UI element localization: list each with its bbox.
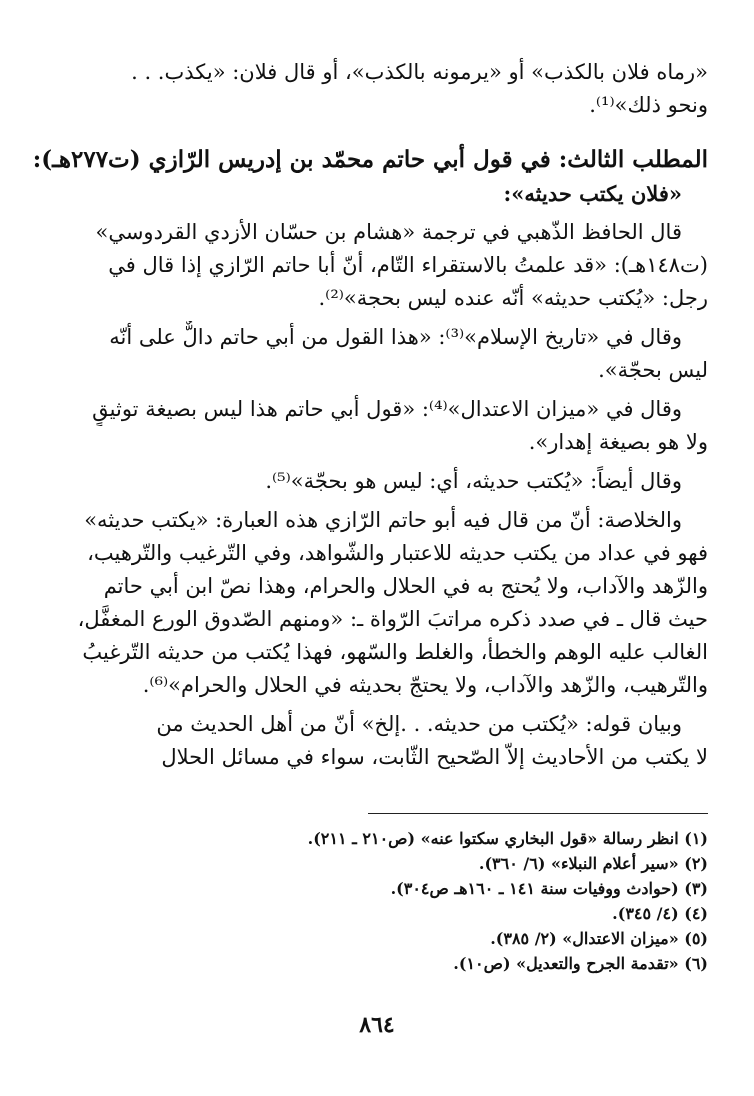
text-line: ولا هو بصيغة إهدار». xyxy=(528,430,708,454)
text-line: رجل: «يُكتب حديثه» أنّه عنده ليس بحجة»⁽²⁾. xyxy=(318,286,708,310)
intro-line-2: ونحو ذلك»⁽¹⁾. xyxy=(589,93,708,117)
footnote-6: (٦) «تقدمة الجرح والتعديل» (ص١٠). xyxy=(453,954,708,973)
text-line: (ت١٤٨هـ): «قد علمتُ بالاستقراء التّام، أنّ أبا حاتم الرّازي إذا قال في xyxy=(108,253,708,277)
paragraph-khulasa xyxy=(60,504,708,702)
footnote-2: (٢) «سير أعلام النبلاء» (٦/ ٣٦٠). xyxy=(478,854,708,873)
text-line: وقال في «تاريخ الإسلام»⁽³⁾: «هذا القول من أبي حاتم دالٌّ على أنّه xyxy=(109,325,682,349)
text-line: والتّرهيب، والزّهد والآداب، ولا يحتجّ بحديثه في الحلال والحرام»⁽⁶⁾. xyxy=(142,673,708,697)
section-heading: المطلب الثالث: في قول أبي حاتم محمّد بن إدريس الرّازي (ت٢٧٧هـ): xyxy=(32,146,708,173)
footnote-1: (١) انظر رسالة «قول البخاري سكتوا عنه» (ص٢١٠ ـ ٢١١). xyxy=(307,829,708,848)
text-line: فهو في عداد من يكتب حديثه للاعتبار والشّواهد، وفي التّرغيب والتّرهيب، xyxy=(87,541,708,565)
footnote-3: (٣) (حوادث ووفيات سنة ١٤١ ـ ١٦٠هـ ص٣٠٤). xyxy=(390,879,708,898)
paragraph-aydan xyxy=(60,465,708,498)
paragraph-dhahabi xyxy=(60,216,708,315)
paragraph-tarikh xyxy=(60,321,708,387)
text-line: ليس بحجّة». xyxy=(598,358,708,382)
text-line: وقال في «ميزان الاعتدال»⁽⁴⁾: «قول أبي حاتم هذا ليس بصيغة توثيقٍ xyxy=(92,397,682,421)
page-number: ٨٦٤ xyxy=(359,1012,395,1038)
paragraph-mizan xyxy=(60,393,708,459)
text-line: والزّهد والآداب، ولا يُحتج به في الحلال والحرام، وهذا نصّ ابن أبي حاتم xyxy=(103,574,708,598)
section-subheading: «فلان يكتب حديثه»: xyxy=(503,181,682,206)
footnote-4: (٤) (٤/ ٣٤٥). xyxy=(612,904,708,923)
text-line: وبيان قوله: «يُكتب من حديثه. . .إلخ» أنّ من أهل الحديث من xyxy=(156,712,682,736)
text-line: حيث قال ـ في صدد ذكره مراتبَ الرّواة ـ: «ومنهم الصّدوق الورع المغفَّل، xyxy=(77,607,708,631)
text-line: والخلاصة: أنّ من قال فيه أبو حاتم الرّازي هذه العبارة: «يكتب حديثه» xyxy=(84,508,682,532)
text-line: قال الحافظ الذّهبي في ترجمة «هشام بن حسّان الأزدي القردوسي» xyxy=(95,220,682,244)
text-line: الغالب عليه الوهم والخطأ، والغلط والسّهو، فهذا يُكتب من حديثه التّرغيبُ xyxy=(82,640,708,664)
intro-line-1: «رماه فلان بالكذب» أو «يرمونه بالكذب»، أو قال فلان: «يكذب. . . xyxy=(131,60,708,84)
text-line: لا يكتب من الأحاديث إلاّ الصّحيح الثّابت، سواء في مسائل الحلال xyxy=(161,745,708,769)
text-line: وقال أيضاً: «يُكتب حديثه، أي: ليس هو بحجّة»⁽⁵⁾. xyxy=(265,469,682,493)
paragraph-bayan xyxy=(60,708,708,774)
main-text xyxy=(32,56,708,774)
footnotes xyxy=(108,826,708,976)
footnote-divider xyxy=(368,813,708,814)
footnote-5: (٥) «ميزان الاعتدال» (٢/ ٣٨٥). xyxy=(490,929,708,948)
